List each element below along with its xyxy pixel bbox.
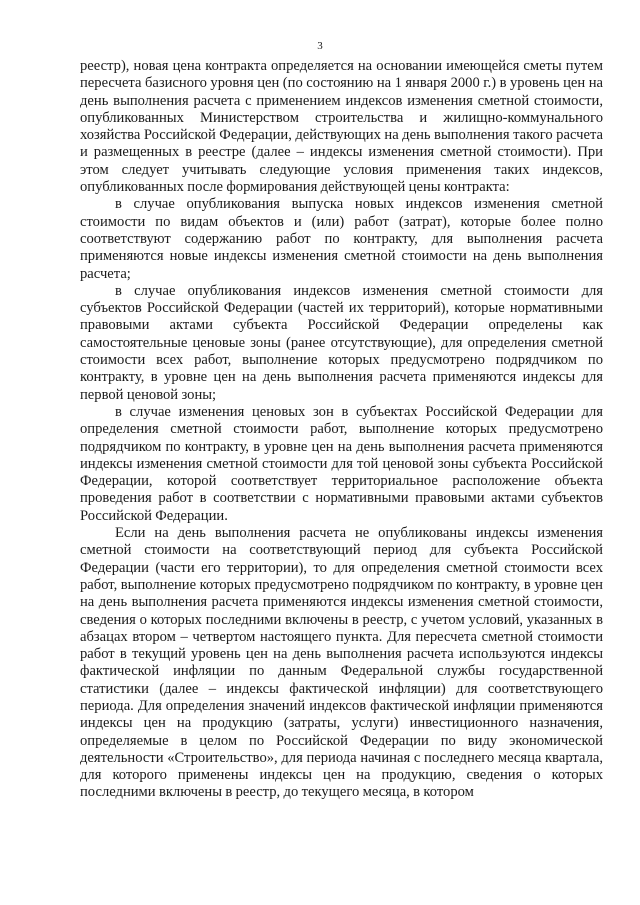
paragraph-inflation-indices: Если на день выполнения расчета не опубликованы индексы изменения сметной стоимости на соответствующий период для субъекта Российской Федерации (части его территории), то для определения сметной стоимости всех работ, выполнение которых предусмотрено подрядчиком по контракту, в уровне цен на день выполнения расчета применяются индексы изменения сметной стоимости, сведения о которых последними включены в реестр, с учетом условий, указанных в абзацах втором – четвертом настоящего пункта. Для пересчета сметной стоимости работ в текущий уровень цен на день выполнения расчета используются индексы фактической инфляции по данным Федеральной службы государственной статистики (далее – индексы фактической инфляции) для соответствующего периода. Для определения значений индексов фактической инфляции применяются индексы цен на продукцию (затраты, услуги) инвестиционного назначения, определяемые в целом по Российской Федерации по виду экономической деятельности «Строительство», для периода начиная с последнего месяца квартала, для которого применены индексы цен на продукцию, сведения о которых последними включены в реестр, до текущего месяца, в котором xyxy=(80,525,603,801)
paragraph-continuation: реестр), новая цена контракта определяется на основании имеющейся сметы путем пересчета базисного уровня цен (по состоянию на 1 января 2000 г.) в уровень цен на день выполнения расчета с применением индексов изменения сметной стоимости, опубликованных Министерством строительства и жилищно-коммунального хозяйства Российской Федерации, действующих на день выполнения такого расчета и размещенных в реестре (далее – индексы изменения сметной стоимости). При этом следует учитывать следующие условия применения таких индексов, опубликованных после формирования действующей цены контракта: xyxy=(80,58,603,196)
body-text xyxy=(80,58,603,802)
paragraph-new-indices: в случае опубликования выпуска новых индексов изменения сметной стоимости по видам объектов и (или) работ (затрат), которые более полно соответствуют содержанию работ по контракту, для выполнения расчета применяются новые индексы изменения сметной стоимости на день выполнения расчета; xyxy=(80,196,603,282)
page-number: 3 xyxy=(317,40,323,52)
paragraph-price-zones-added: в случае опубликования индексов изменения сметной стоимости для субъектов Российской Федерации (частей их территорий), которые нормативными правовыми актами субъекта Российской Федерации определены как самостоятельные ценовые зоны (ранее отсутствующие), для определения сметной стоимости всех работ, выполнение которых предусмотрено подрядчиком по контракту, в уровне цен на день выполнения расчета применяются индексы для первой ценовой зоны; xyxy=(80,282,603,403)
paragraph-price-zones-changed: в случае изменения ценовых зон в субъектах Российской Федерации для определения сметной стоимости работ, выполнение которых предусмотрено подрядчиком по контракту, в уровне цен на день выполнения расчета применяются индексы изменения сметной стоимости для той ценовой зоны субъекта Российской Федерации, которой соответствует территориальное расположение объекта проведения работ в соответствии с нормативными правовыми актами субъектов Российской Федерации. xyxy=(80,403,603,524)
